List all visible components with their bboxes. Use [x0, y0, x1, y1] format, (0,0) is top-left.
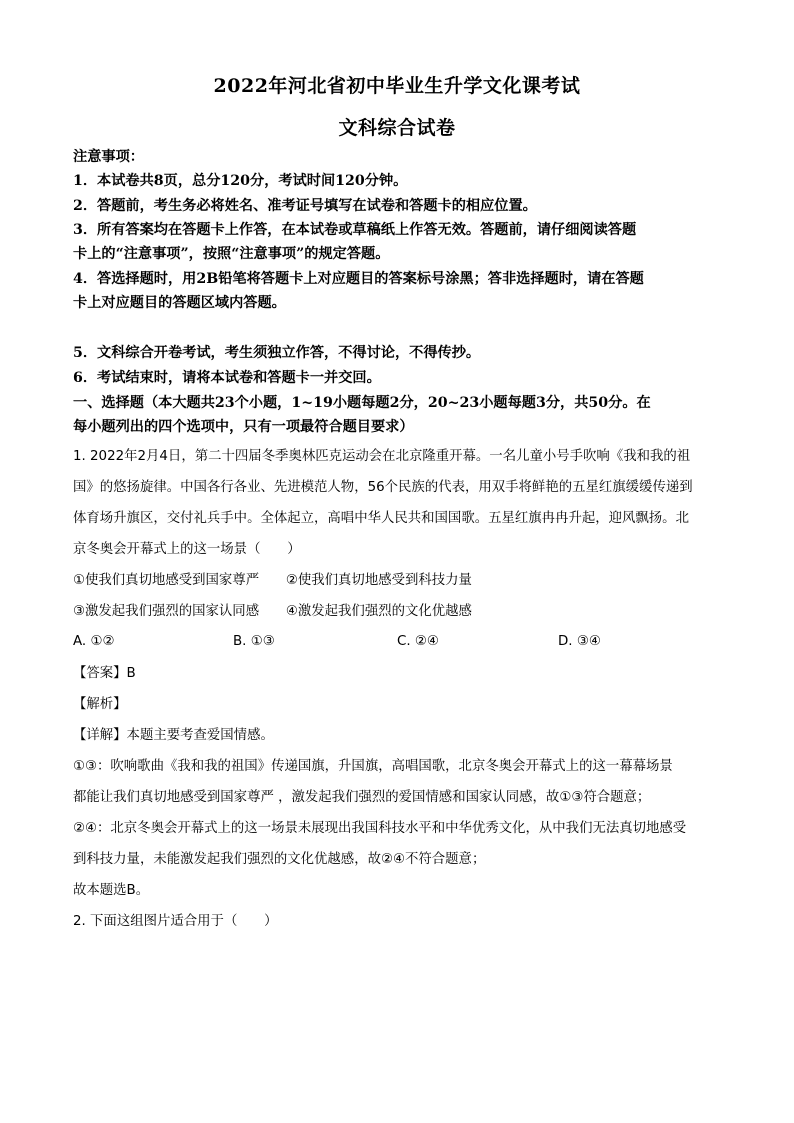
notice-item: 4．答选择题时，用2B铅笔将答题卡上对应题目的答案标号涂黑；答非选择题时，请在答题	[73, 271, 644, 287]
detail-line: ②④：北京冬奥会开幕式上的这一场景未展现出我国科技水平和中华优秀文化，从中我们无法真切地感受	[73, 821, 687, 836]
notice-heading: 注意事项：	[73, 149, 144, 165]
detail-line: 【详解】本题主要考查爱国情感。	[73, 728, 274, 743]
question-stem: 体育场升旗区，交付礼兵手中。全体起立，高唱中华人民共和国国歌。五星红旗冉冉升起，迎风飘扬。北	[73, 511, 689, 526]
notice-item: 卡上的“注意事项”，按照“注意事项”的规定答题。	[73, 246, 390, 262]
analysis-label: 【解析】	[73, 697, 127, 712]
option-c: C. ②④	[397, 634, 439, 649]
detail-line: 都能让我们真切地感受到国家尊严 ，激发起我们强烈的爱国情感和国家认同感，故①③符合题意；	[73, 790, 651, 805]
option-d: D. ③④	[558, 634, 601, 649]
notice-item: 1．本试卷共8页，总分120分，考试时间120分钟。	[73, 173, 408, 189]
question-stem: 1. 2022年2月4日，第二十四届冬季奥林匹克运动会在北京隆重开幕。一名儿童小号手吹响《我和我的祖	[73, 449, 691, 464]
notice-item: 卡上对应题目的答题区域内答题。	[73, 295, 286, 311]
answer-line: 【答案】B	[73, 666, 136, 681]
option-a: A. ①②	[73, 634, 115, 649]
question-statement: ③激发起我们强烈的国家认同感 ④激发起我们强烈的文化优越感	[73, 604, 472, 619]
detail-line: ①③：吹响歌曲《我和我的祖国》传递国旗，升国旗，高唱国歌，北京冬奥会开幕式上的这一幕幕场景	[73, 759, 673, 774]
notice-item: 5．文科综合开卷考试，考生须独立作答，不得讨论，不得传抄。	[73, 345, 481, 361]
detail-line: 到科技力量，未能激发起我们强烈的文化优越感，故②④不符合题意；	[73, 852, 486, 867]
notice-item: 6．考试结束时，请将本试卷和答题卡一并交回。	[73, 370, 381, 386]
detail-line: 故本题选B。	[73, 883, 150, 898]
question-stem: 2. 下面这组图片适合用于（ ）	[73, 914, 278, 929]
section-heading: 每小题列出的四个选项中，只有一项最符合题目要求）	[73, 419, 414, 435]
exam-title: 2022年河北省初中毕业生升学文化课考试	[213, 75, 581, 97]
section-heading: 一、选择题（本大题共23个小题，1~19小题每题2分，20~23小题每题3分，共50分。在	[73, 395, 651, 411]
exam-subtitle: 文科综合试卷	[338, 117, 456, 139]
notice-item: 2．答题前，考生务必将姓名、准考证号填写在试卷和答题卡的相应位置。	[73, 198, 537, 214]
notice-item: 3．所有答案均在答题卡上作答，在本试卷或草稿纸上作答无效。答题前，请仔细阅读答题	[73, 222, 637, 238]
question-statement: ①使我们真切地感受到国家尊严 ②使我们真切地感受到科技力量	[73, 573, 472, 588]
question-stem: 京冬奥会开幕式上的这一场景（ ）	[73, 542, 301, 557]
option-b: B. ①③	[233, 634, 275, 649]
question-stem: 国》的悠扬旋律。中国各行各业、先进模范人物，56个民族的代表，用双手将鲜艳的五星红旗缓缓传递到	[73, 480, 693, 495]
